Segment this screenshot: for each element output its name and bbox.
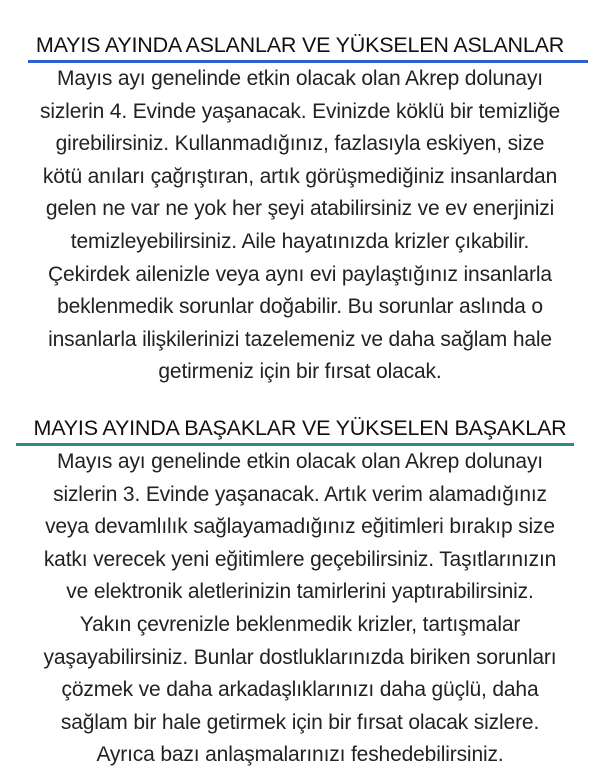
body-line: çözmek ve daha arkadaşlıklarınızı daha güçlü, daha bbox=[61, 678, 539, 702]
body-line: yaşayabilirsiniz. Bunlar dostluklarınızda biriken sorunları bbox=[43, 645, 557, 669]
body-line: ve elektronik aletlerinizin tamirlerini yaptırabilirsiniz. bbox=[66, 580, 534, 604]
body-line: gelen ne var ne yok her şeyi atabilirsiniz ve ev enerjinizi bbox=[45, 197, 555, 221]
body-line: Ayrıca bazı anlaşmalarınızı feshedebilirsiniz. bbox=[96, 743, 504, 767]
section-heading: MAYIS AYINDA ASLANLAR VE YÜKSELEN ASLANLAR bbox=[35, 33, 565, 57]
body-line: sizlerin 4. Evinde yaşanacak. Evinizde köklü bir temizliğe bbox=[39, 99, 561, 123]
section-body bbox=[0, 446, 600, 772]
section-heading: MAYIS AYINDA BAŞAKLAR VE YÜKSELEN BAŞAKLAR bbox=[33, 416, 567, 440]
body-line: kötü anıları çağrıştıran, artık görüşmediğiniz insanlardan bbox=[42, 164, 558, 188]
body-line: Yakın çevrenizle beklenmedik krizler, tartışmalar bbox=[79, 612, 521, 636]
body-line: Çekirdek ailenizle veya aynı evi paylaştığınız insanlarla bbox=[48, 262, 552, 286]
body-line: katkı verecek yeni eğitimlere geçebilirsiniz. Taşıtlarınızın bbox=[43, 547, 557, 571]
section-virgo bbox=[0, 413, 600, 772]
section-leo bbox=[0, 30, 600, 389]
body-line: Mayıs ayı genelinde etkin olacak olan Akrep dolunayı bbox=[56, 450, 543, 473]
body-line: beklenmedik sorunlar doğabilir. Bu sorunlar aslında o bbox=[57, 295, 543, 319]
body-line: girebilirsiniz. Kullanmadığınız, fazlasıyla eskiyen, size bbox=[55, 132, 545, 156]
body-line: insanlarla ilişkilerinizi tazelemeniz ve daha sağlam hale bbox=[48, 327, 552, 351]
body-line: temizleyebilirsiniz. Aile hayatınızda krizler çıkabilir. bbox=[70, 229, 530, 253]
section-body bbox=[0, 63, 600, 389]
body-line: veya devamlılık sağlayamadığınız eğitimleri bırakıp size bbox=[45, 515, 555, 539]
body-line: getirmeniz için bir fırsat olacak. bbox=[158, 360, 442, 384]
body-line: sağlam bir hale getirmek için bir fırsat olacak sizlere. bbox=[60, 710, 540, 734]
body-line: sizlerin 3. Evinde yaşanacak. Artık verim alamadığınız bbox=[53, 482, 547, 506]
body-line: Mayıs ayı genelinde etkin olacak olan Akrep dolunayı bbox=[56, 67, 543, 90]
